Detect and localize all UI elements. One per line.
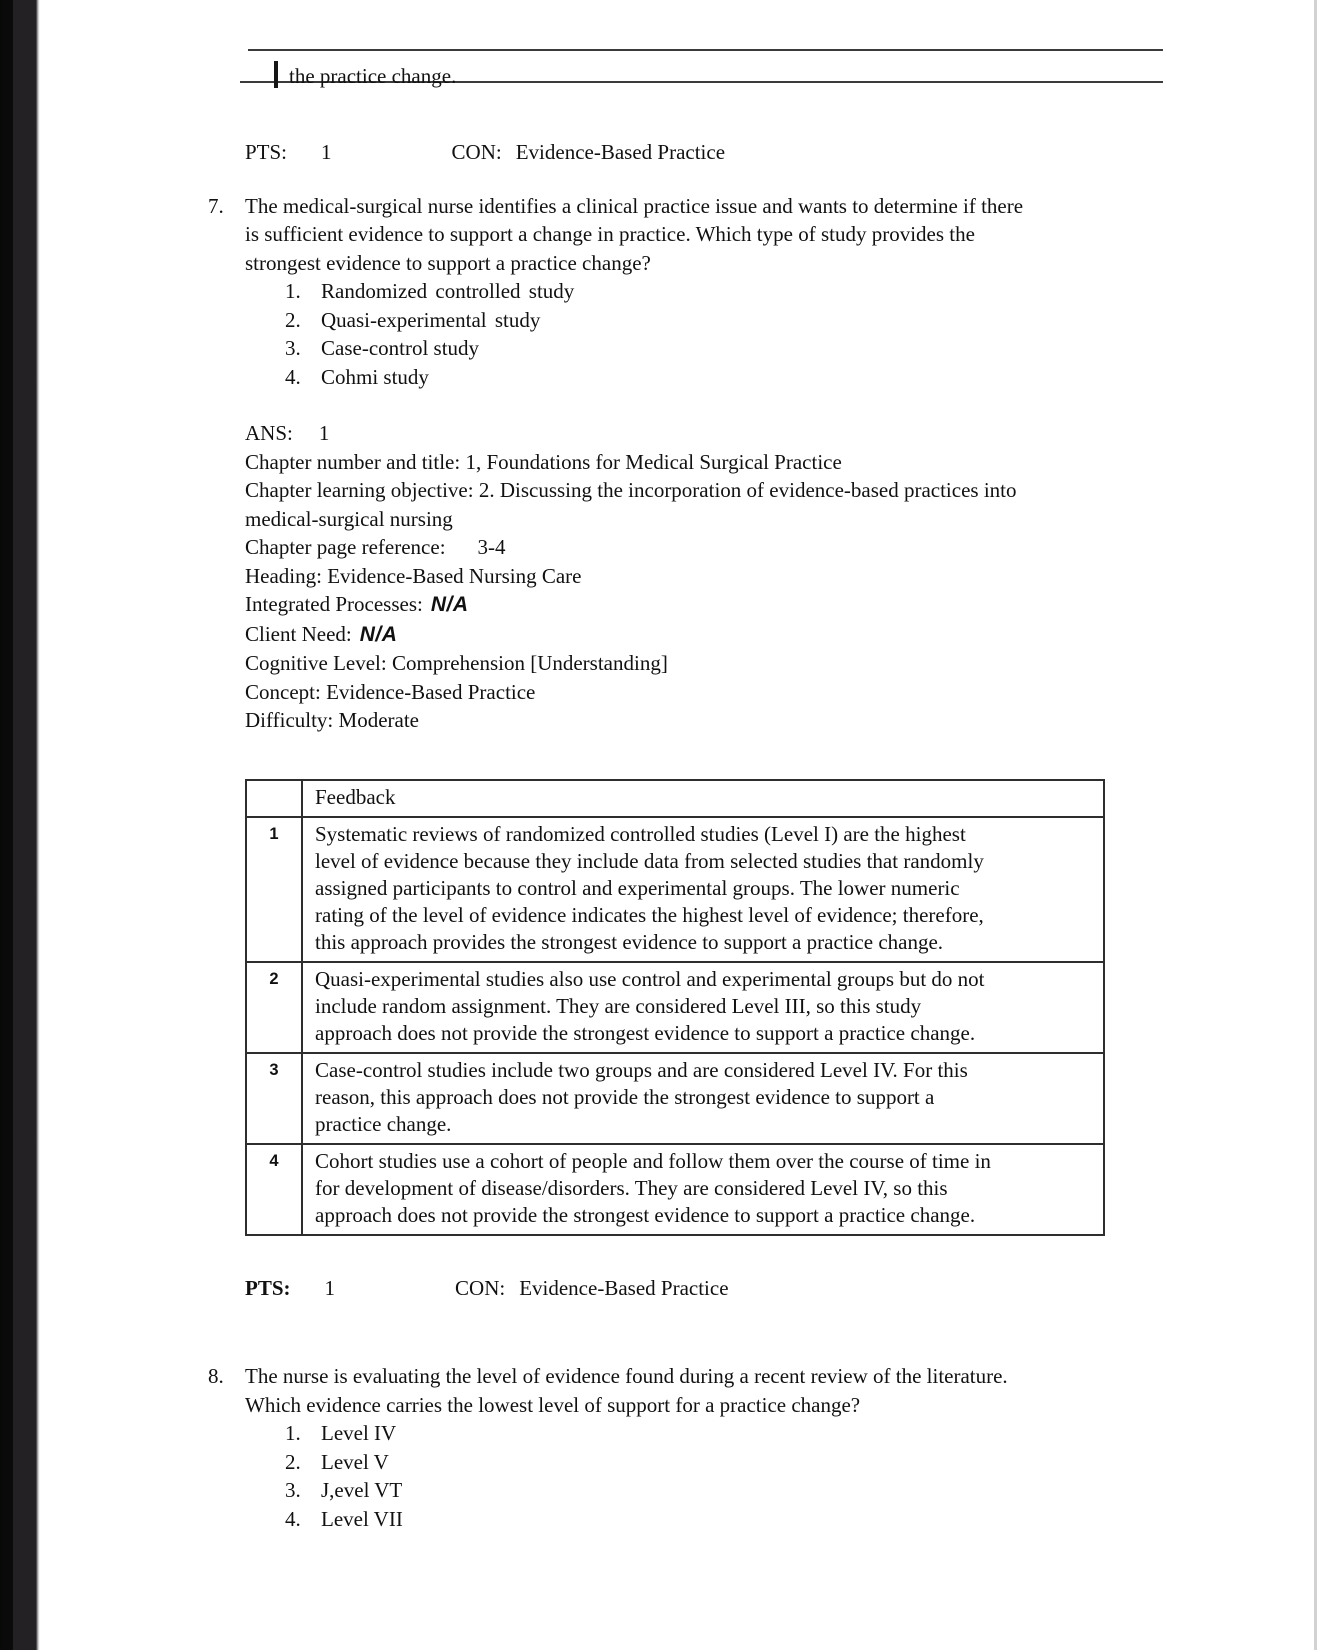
option-text: Cohmi study bbox=[321, 364, 429, 389]
learning-objective-line: medical-surgical nursing bbox=[245, 506, 453, 531]
client-need-value: N/A bbox=[359, 622, 398, 646]
cognitive-level-line: Cognitive Level: Comprehension [Understanding] bbox=[245, 651, 668, 675]
integrated-processes-line bbox=[245, 590, 1170, 620]
question-7-option-1 bbox=[285, 277, 1170, 306]
pts-label: PTS: bbox=[245, 140, 288, 164]
pts-value: 1 bbox=[321, 140, 332, 164]
feedback-text-line: include random assignment. They are considered Level III, so this study bbox=[315, 993, 922, 1018]
feedback-text-line: Case-control studies include two groups and are considered Level IV. For this bbox=[315, 1057, 968, 1082]
table-row bbox=[246, 1053, 1104, 1144]
option-text: Level VII bbox=[321, 1506, 403, 1531]
feedback-text-line: approach does not provide the strongest evidence to support a practice change. bbox=[315, 1020, 976, 1045]
question-7-stem-line: The medical-surgical nurse identifies a clinical practice issue and wants to determine if there bbox=[245, 193, 1024, 218]
question-8-option-4 bbox=[285, 1505, 1170, 1534]
question-8-number: 8. bbox=[208, 1364, 224, 1388]
integrated-processes-value: N/A bbox=[430, 593, 469, 616]
feedback-text-line: approach does not provide the strongest evidence to support a practice change. bbox=[315, 1202, 976, 1227]
option-number: 1. bbox=[285, 279, 301, 303]
client-need-line bbox=[245, 620, 1170, 650]
feedback-row-text bbox=[302, 1053, 1104, 1144]
feedback-row-text bbox=[302, 817, 1104, 962]
scan-edge-stripe bbox=[0, 0, 40, 1650]
blank-partial-text bbox=[274, 61, 456, 91]
text-cursor-bar bbox=[274, 61, 278, 88]
feedback-text-line: practice change. bbox=[315, 1111, 452, 1136]
option-text: Randomized controlled study bbox=[321, 279, 575, 303]
pts-con-line-bottom bbox=[245, 1274, 1170, 1303]
con-value: Evidence-Based Practice bbox=[519, 1275, 729, 1300]
client-need-label: Client Need: bbox=[245, 621, 352, 646]
chapter-title-line: Chapter number and title: 1, Foundations for Medical Surgical Practice bbox=[245, 449, 842, 474]
feedback-text-line: Quasi-experimental studies also use control and experimental groups but do not bbox=[315, 966, 985, 991]
option-text: Level V bbox=[321, 1449, 389, 1474]
ans-value: 1 bbox=[318, 421, 330, 445]
question-7 bbox=[208, 192, 1170, 392]
option-text: Case-control study bbox=[321, 336, 480, 360]
table-row bbox=[246, 1144, 1104, 1235]
option-number: 4. bbox=[285, 364, 301, 389]
option-number: 3. bbox=[285, 1478, 301, 1502]
answer-blank-block bbox=[248, 49, 1163, 88]
feedback-header-num-cell bbox=[246, 780, 302, 817]
heading-line: Heading: Evidence-Based Nursing Care bbox=[245, 563, 582, 588]
feedback-text-line: this approach provides the strongest evidence to support a practice change. bbox=[315, 929, 944, 954]
con-value: Evidence-Based Practice bbox=[515, 140, 726, 164]
question-7-option-2 bbox=[285, 306, 1170, 335]
question-8-option-2 bbox=[285, 1448, 1170, 1477]
page-reference-value: 3-4 bbox=[477, 535, 506, 559]
page-reference-label: Chapter page reference: bbox=[245, 535, 446, 559]
feedback-text-line: rating of the level of evidence indicates the highest level of evidence; therefore, bbox=[315, 902, 984, 927]
table-row bbox=[246, 962, 1104, 1053]
feedback-row-number: 4 bbox=[246, 1144, 302, 1235]
partial-line-text: the practice change. bbox=[289, 63, 457, 88]
pts-value: 1 bbox=[324, 1275, 336, 1300]
page-reference-line bbox=[245, 533, 1170, 562]
blank-rule-top bbox=[248, 49, 1163, 51]
pts-con-line-top bbox=[245, 138, 1170, 167]
pts-label: PTS: bbox=[245, 1275, 291, 1300]
feedback-text-line: level of evidence because they include data from selected studies that randomly bbox=[315, 848, 984, 873]
question-7-stem-line: is sufficient evidence to support a change in practice. Which type of study provides the bbox=[245, 222, 975, 246]
feedback-header-label: Feedback bbox=[315, 784, 396, 809]
feedback-text-line: assigned participants to control and experimental groups. The lower numeric bbox=[315, 875, 960, 900]
option-text: J,evel VT bbox=[321, 1478, 403, 1502]
difficulty-line: Difficulty: Moderate bbox=[245, 708, 419, 732]
feedback-row-text bbox=[302, 1144, 1104, 1235]
integrated-processes-label: Integrated Processes: bbox=[245, 592, 423, 616]
question-7-option-4 bbox=[285, 363, 1170, 392]
option-number: 1. bbox=[285, 1421, 301, 1445]
con-label: CON: bbox=[455, 1275, 506, 1300]
feedback-text-line: reason, this approach does not provide the strongest evidence to support a bbox=[315, 1084, 935, 1109]
option-number: 2. bbox=[285, 307, 301, 332]
feedback-row-number: 3 bbox=[246, 1053, 302, 1144]
feedback-row-number: 1 bbox=[246, 817, 302, 962]
question-8-body bbox=[245, 1362, 1170, 1533]
feedback-header-row bbox=[246, 780, 1104, 817]
question-7-stem-line: strongest evidence to support a practice change? bbox=[245, 250, 651, 275]
learning-objective-line: Chapter learning objective: 2. Discussing the incorporation of evidence-based practices into bbox=[245, 478, 1017, 502]
option-number: 4. bbox=[285, 1506, 301, 1531]
question-7-body bbox=[245, 192, 1170, 392]
ans-line bbox=[245, 419, 1170, 448]
question-7-option-3 bbox=[285, 334, 1170, 363]
question-8-stem-line: Which evidence carries the lowest level of support for a practice change? bbox=[245, 1392, 861, 1417]
concept-line: Concept: Evidence-Based Practice bbox=[245, 679, 536, 704]
option-text: Quasi-experimental study bbox=[321, 307, 541, 332]
question-8-option-3 bbox=[285, 1476, 1170, 1505]
feedback-header-cell bbox=[302, 780, 1104, 817]
question-7-number: 7. bbox=[208, 193, 224, 218]
document-page bbox=[208, 0, 1170, 1533]
answer-block bbox=[245, 419, 1170, 735]
feedback-text-line: Systematic reviews of randomized controlled studies (Level I) are the highest bbox=[315, 821, 966, 846]
feedback-row-text bbox=[302, 962, 1104, 1053]
feedback-table bbox=[245, 779, 1105, 1236]
feedback-text-line: for development of disease/disorders. They are considered Level IV, so this bbox=[315, 1175, 948, 1200]
option-number: 2. bbox=[285, 1449, 301, 1474]
question-8-stem-line: The nurse is evaluating the level of evidence found during a recent review of the literature. bbox=[245, 1364, 1008, 1388]
feedback-row-number: 2 bbox=[246, 962, 302, 1053]
feedback-text-line: Cohort studies use a cohort of people and follow them over the course of time in bbox=[315, 1148, 991, 1173]
table-row bbox=[246, 817, 1104, 962]
ans-label: ANS: bbox=[245, 421, 293, 445]
option-number: 3. bbox=[285, 336, 301, 360]
page-right-edge-line bbox=[1314, 0, 1317, 1650]
question-8-option-1 bbox=[285, 1419, 1170, 1448]
con-label: CON: bbox=[451, 140, 502, 164]
question-8 bbox=[208, 1362, 1170, 1533]
option-text: Level IV bbox=[321, 1421, 397, 1445]
